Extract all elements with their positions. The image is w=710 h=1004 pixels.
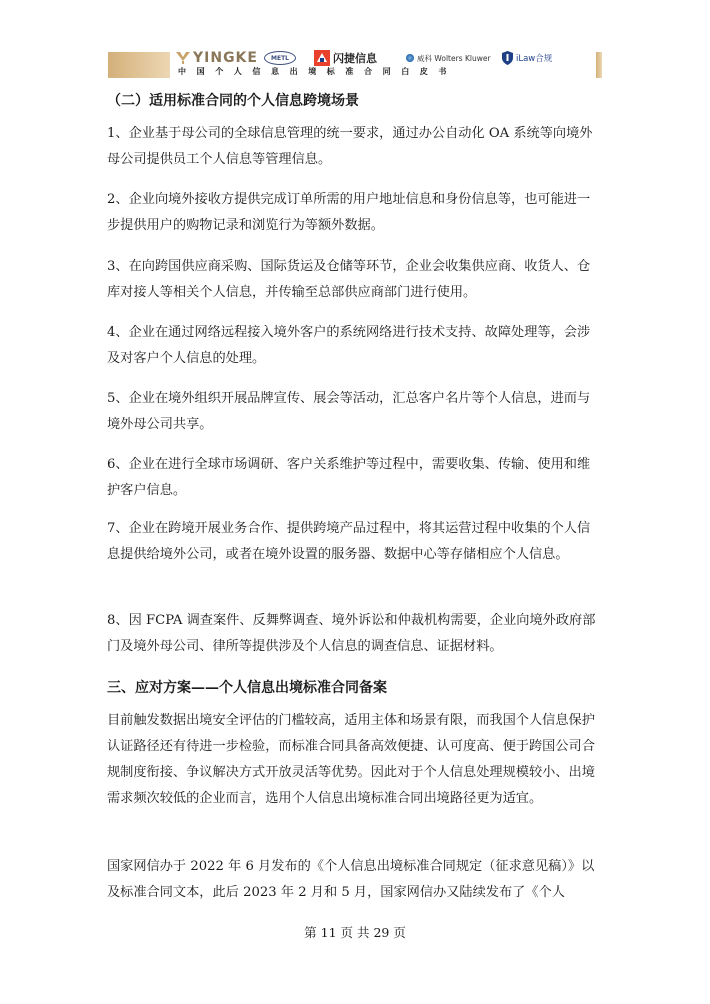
yingke-mark-icon	[176, 52, 190, 64]
scenario-item-3: 3、在向跨国供应商采购、国际货运及仓储等环节，企业会收集供应商、收货人、仓库对接人等相关个人信息，并传输至总部供应商部门进行使用。	[107, 259, 591, 300]
shanjie-mark-icon	[314, 50, 330, 66]
scenario-item-5: 5、企业在境外组织开展品牌宣传、展会等活动，汇总客户名片等个人信息，进而与境外母公司共享。	[107, 391, 591, 432]
wolters-kluwer-dot-icon	[406, 54, 414, 62]
section-3-paragraph-1: 目前触发数据出境安全评估的门槛较高，适用主体和场景有限，而我国个人信息保护认证路径还有待进一步检验，而标准合同具备高效便捷、认可度高、便于跨国公司合规制度衔接、争议解决方式开放灵活等优势。因此对于个人信息处理规模较小、出境需求频次较低的企业而言，选用个人信息出境标准合同出境路径更为适宜。	[107, 713, 595, 806]
ilaw-shield-icon	[502, 51, 513, 65]
shanjie-logo-text: 闪捷信息	[333, 52, 377, 65]
section-3-title: 三、应对方案——个人信息出境标准合同备案	[107, 680, 387, 696]
header-gold-bar-left	[108, 52, 170, 78]
header-subtitle: 中国个人信息出境标准合同白皮书	[178, 67, 457, 76]
scenario-item-1: 1、企业基于母公司的全球信息管理的统一要求，通过办公自动化 OA 系统等向境外母公司提供员工个人信息等管理信息。	[107, 126, 593, 167]
wolters-kluwer-logo	[406, 53, 502, 64]
scenario-item-6: 6、企业在进行全球市场调研、客户关系维护等过程中，需要收集、传输、使用和维护客户信息。	[107, 457, 591, 498]
yingke-logo	[176, 50, 264, 66]
section-2-title: （二）适用标准合同的个人信息跨境场景	[107, 93, 359, 109]
scenario-item-2: 2、企业向境外接收方提供完成订单所需的用户地址信息和身份信息等，也可能进一步提供用户的购物记录和浏览行为等额外数据。	[107, 192, 591, 233]
scenario-item-4: 4、企业在通过网络远程接入境外客户的系统网络进行技术支持、故障处理等，会涉及对客户个人信息的处理。	[107, 325, 591, 366]
wolters-kluwer-logo-text: 威科 Wolters Kluwer	[417, 53, 491, 63]
ilaw-logo	[502, 51, 552, 65]
section-3-paragraph-2: 国家网信办于 2022 年 6 月发布的《个人信息出境标准合同规定（征求意见稿）》以及标准合同文本，此后 2023 年 2 月和 5 月，国家网信办又陆续发布了《个人	[107, 859, 595, 900]
header-gold-bar-right	[596, 52, 602, 78]
shanjie-logo	[314, 50, 406, 66]
metl-logo	[264, 51, 314, 65]
scenario-item-7: 7、企业在跨境开展业务合作、提供跨境产品过程中，将其运营过程中收集的个人信息提供给境外公司，或者在境外设置的服务器、数据中心等存储相应个人信息。	[107, 521, 591, 562]
yingke-logo-text: YINGKE	[193, 50, 258, 66]
metl-logo-text: METL	[264, 51, 296, 65]
page-number: 第 11 页 共 29 页	[304, 925, 406, 940]
ilaw-logo-text: iLaw合规	[516, 54, 553, 64]
header-logos	[176, 49, 588, 67]
scenario-item-8: 8、因 FCPA 调查案件、反舞弊调查、境外诉讼和仲裁机构需要，企业向境外政府部门及境外母公司、律所等提供涉及个人信息的调查信息、证据材料。	[107, 613, 596, 654]
